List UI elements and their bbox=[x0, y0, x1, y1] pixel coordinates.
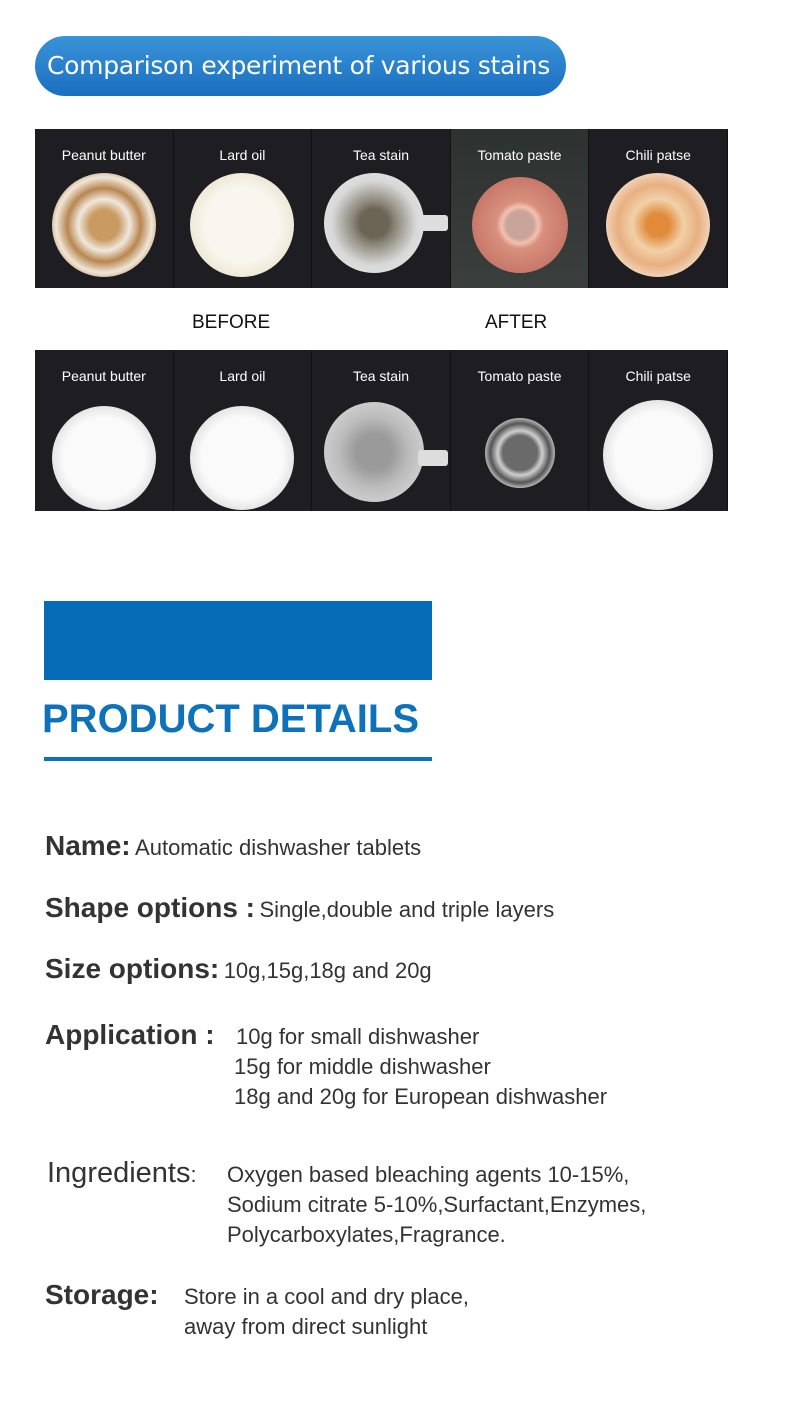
detail-value: Automatic dishwasher tablets bbox=[135, 835, 422, 860]
detail-label: Application : bbox=[45, 1019, 215, 1050]
photo-label: Tea stain bbox=[352, 147, 409, 163]
photo-peanut-butter-before bbox=[35, 129, 174, 288]
detail-storage-label bbox=[45, 1279, 159, 1311]
photo-label: Tomato paste bbox=[477, 368, 562, 384]
clean-plate-image bbox=[52, 406, 156, 510]
cup-handle bbox=[418, 450, 448, 466]
photo-label: Tomato paste bbox=[477, 147, 562, 163]
detail-line: Oxygen based bleaching agents 10-15%, bbox=[227, 1162, 630, 1187]
detail-ingredients-label bbox=[47, 1157, 197, 1190]
detail-label: Ingredients bbox=[47, 1157, 191, 1189]
section-banner: Comparison experiment of various stains bbox=[35, 36, 566, 96]
photo-label: Chili patse bbox=[625, 147, 691, 163]
detail-application-values bbox=[234, 1022, 607, 1112]
photo-chili-paste-before bbox=[589, 129, 728, 288]
cup-handle bbox=[418, 215, 448, 231]
before-after-band bbox=[35, 288, 728, 351]
detail-line: Sodium citrate 5-10%,Surfactant,Enzymes, bbox=[227, 1192, 647, 1217]
clean-plate-image bbox=[603, 400, 713, 510]
photo-peanut-butter-after bbox=[35, 350, 174, 511]
stained-cup-image bbox=[324, 173, 424, 273]
clean-plate-image bbox=[190, 406, 294, 510]
stained-plate-image bbox=[190, 173, 294, 277]
section-title: PRODUCT DETAILS bbox=[42, 697, 420, 741]
photo-label: Lard oil bbox=[219, 147, 266, 163]
photo-chili-paste-after bbox=[589, 350, 728, 511]
detail-name bbox=[45, 830, 421, 862]
photo-label: Lard oil bbox=[219, 368, 266, 384]
detail-value: 10g,15g,18g and 20g bbox=[223, 958, 432, 983]
detail-colon: : bbox=[190, 1162, 197, 1187]
photo-label: Peanut butter bbox=[61, 368, 146, 384]
detail-size bbox=[45, 953, 432, 985]
detail-line: 18g and 20g for European dishwasher bbox=[234, 1084, 608, 1109]
photo-label: Tea stain bbox=[352, 368, 409, 384]
photo-tomato-paste-before bbox=[451, 129, 590, 288]
detail-label: Shape options : bbox=[45, 892, 255, 923]
decorative-blue-bar bbox=[44, 601, 432, 680]
detail-application-label bbox=[45, 1019, 215, 1051]
detail-ingredients-values bbox=[227, 1160, 646, 1250]
before-label: BEFORE bbox=[192, 312, 271, 333]
after-photo-row bbox=[35, 350, 728, 511]
stained-plate-image bbox=[52, 173, 156, 277]
before-photo-row bbox=[35, 129, 728, 288]
photo-lard-oil-before bbox=[174, 129, 313, 288]
photo-tomato-paste-after bbox=[451, 350, 590, 511]
photo-label: Peanut butter bbox=[61, 147, 146, 163]
detail-shape bbox=[45, 892, 554, 924]
detail-line: Store in a cool and dry place, bbox=[184, 1284, 469, 1309]
stained-bowl-image bbox=[472, 177, 568, 273]
photo-lard-oil-after bbox=[174, 350, 313, 511]
detail-label: Storage: bbox=[45, 1279, 159, 1310]
photo-tea-stain-before bbox=[312, 129, 451, 288]
detail-line: 10g for small dishwasher bbox=[236, 1024, 480, 1049]
title-underline bbox=[44, 757, 432, 761]
detail-storage-values bbox=[184, 1282, 469, 1342]
clean-glass-image bbox=[485, 418, 555, 488]
after-label: AFTER bbox=[485, 312, 548, 333]
clean-cup-image bbox=[324, 402, 424, 502]
photo-label: Chili patse bbox=[625, 368, 691, 384]
detail-label: Size options: bbox=[45, 953, 220, 984]
detail-line: 15g for middle dishwasher bbox=[234, 1054, 491, 1079]
stained-plate-image bbox=[606, 173, 710, 277]
detail-line: away from direct sunlight bbox=[184, 1314, 428, 1339]
photo-tea-stain-after bbox=[312, 350, 451, 511]
detail-label: Name: bbox=[45, 830, 131, 861]
detail-value: Single,double and triple layers bbox=[259, 897, 555, 922]
detail-line: Polycarboxylates,Fragrance. bbox=[227, 1222, 506, 1247]
